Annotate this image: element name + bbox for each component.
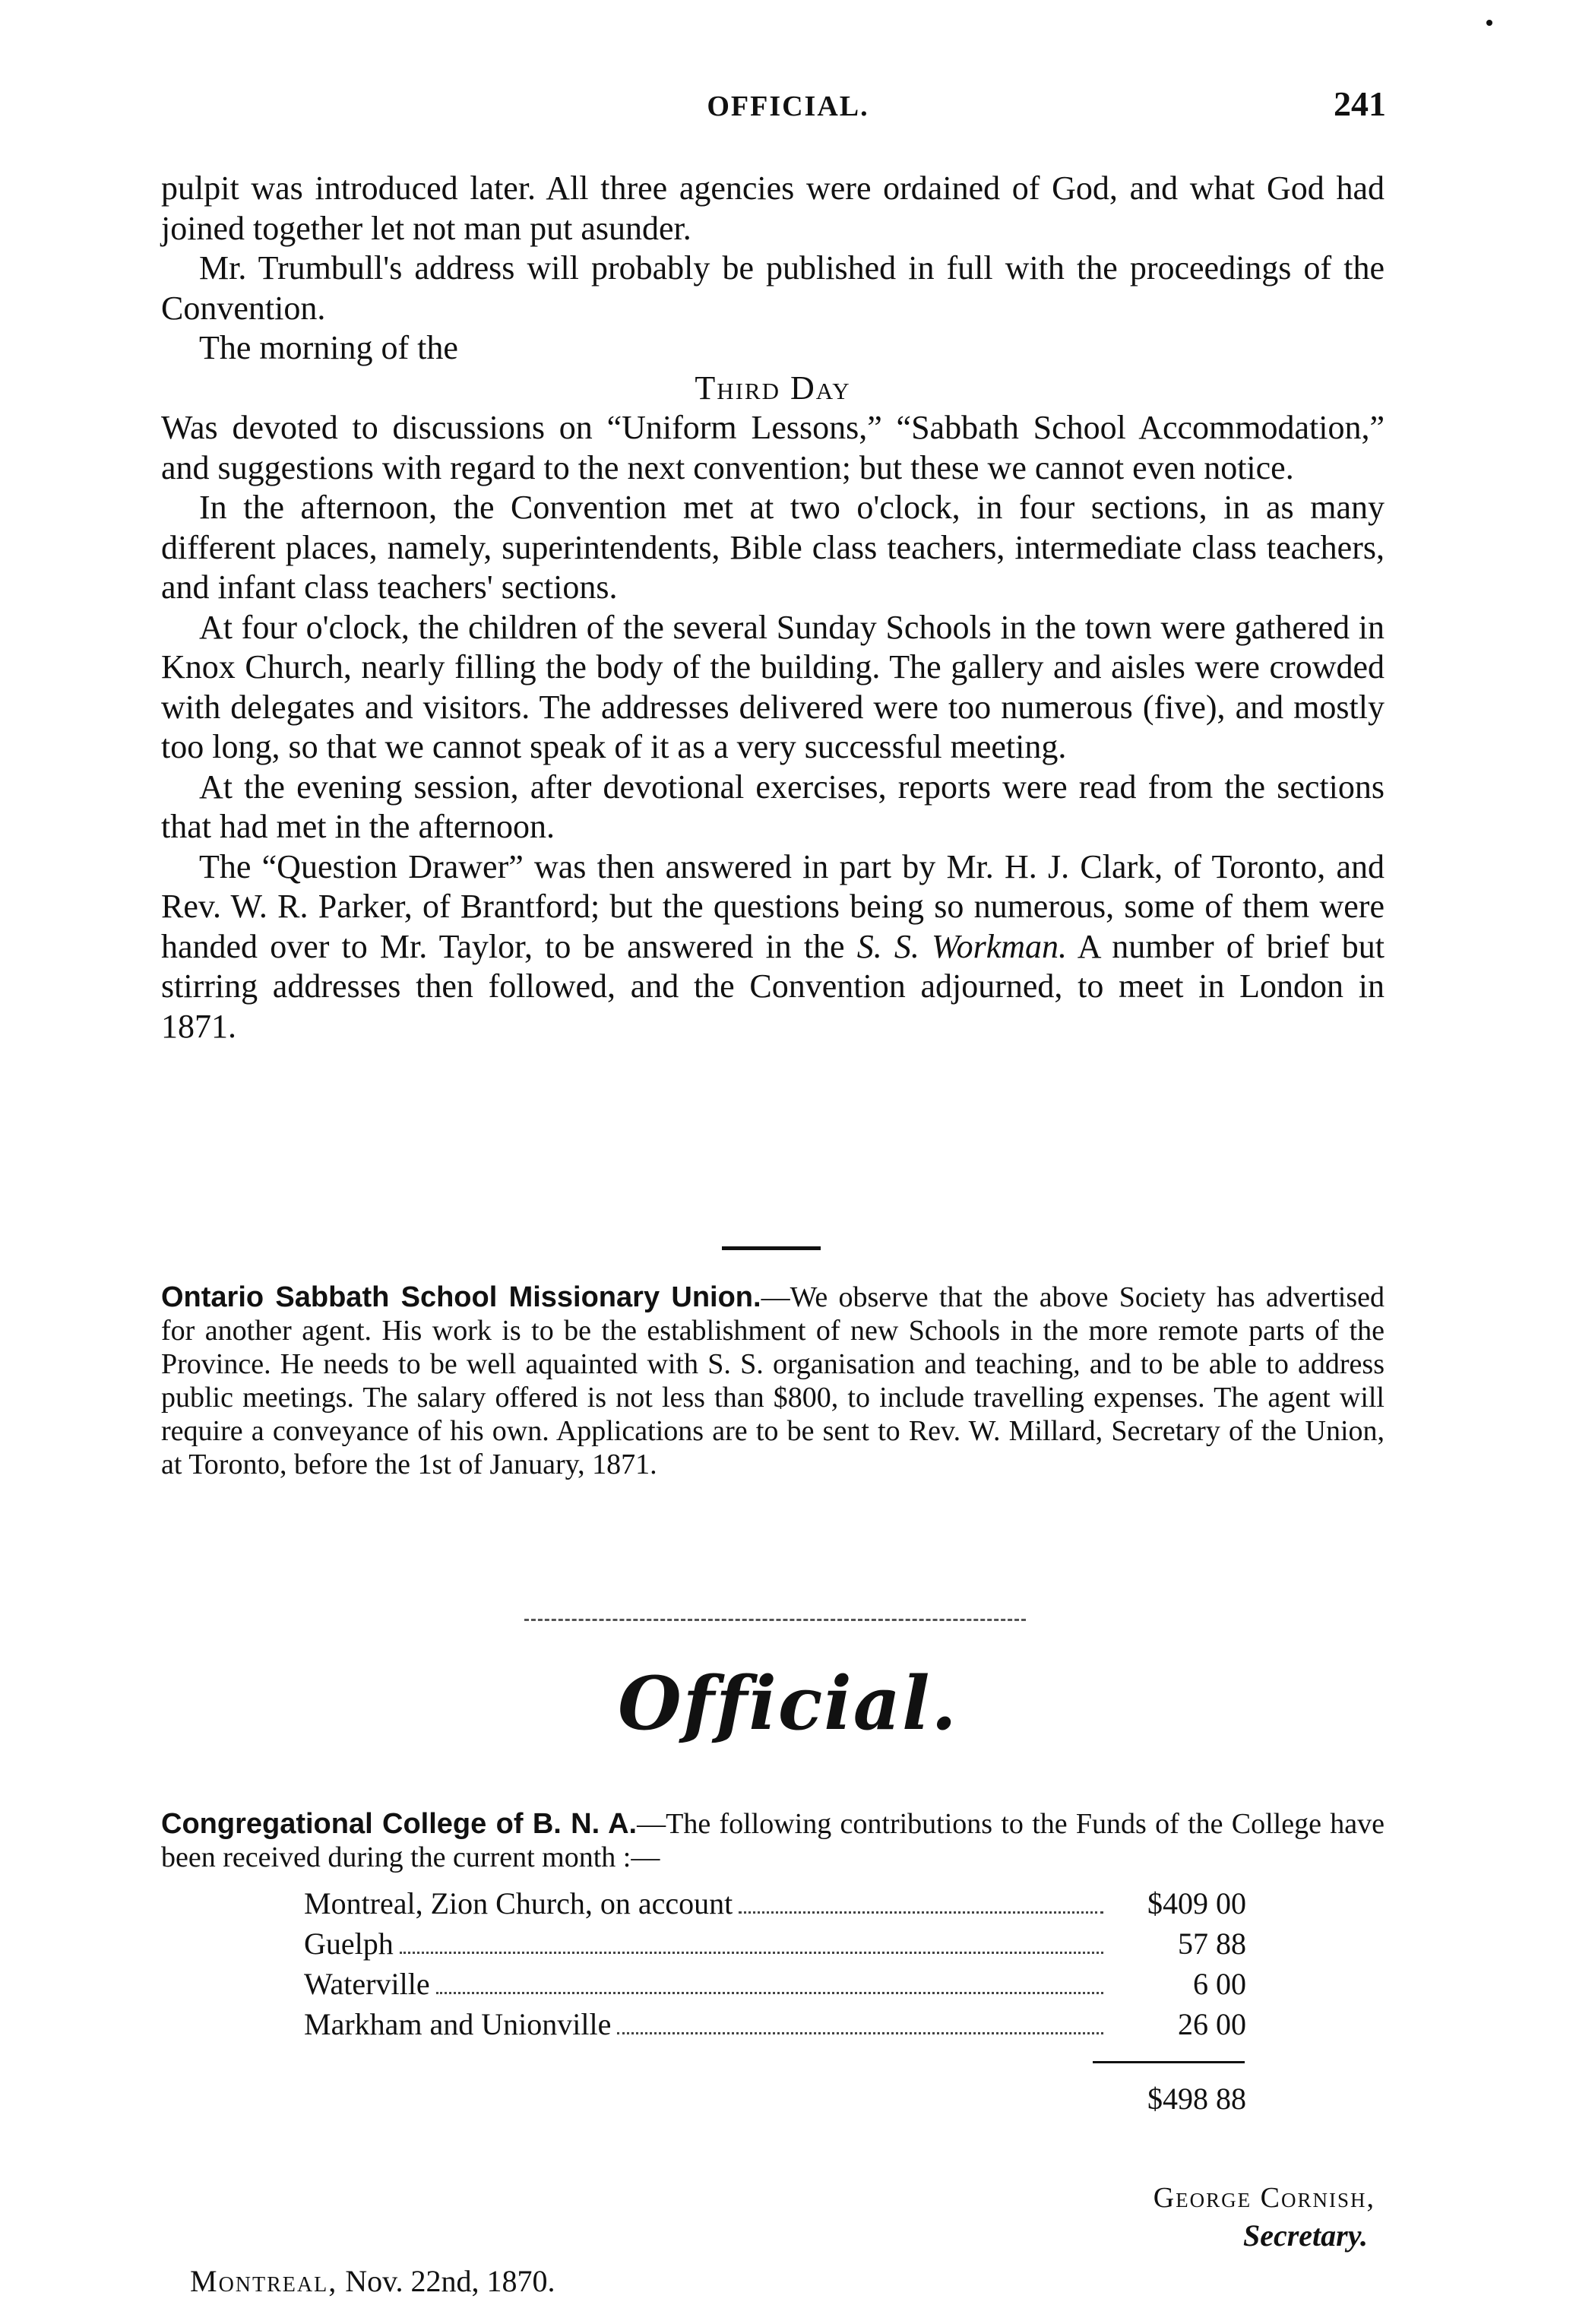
paragraph-7: At the evening session, after devotional exercises, reports were read from the sections that had met in the afternoon. — [161, 768, 1385, 845]
contribution-amount: 6 00 — [1193, 1967, 1246, 2001]
convention-report — [161, 169, 1385, 1046]
page-number: 241 — [1334, 84, 1386, 123]
paragraph-8 — [161, 847, 1385, 1047]
dot-leader — [617, 2032, 1103, 2034]
missionary-notice — [161, 1281, 1385, 1481]
dot-leader — [400, 1952, 1103, 1954]
paragraph-6: At four o'clock, the children of the several Sunday Schools in the town were gathered in Knox Church, nearly filling the body of the building. The gallery and aisles were crowded with delegates and visitors. The addresses delivered were too numerous (five), and mostly too long, so that we cannot speak of it as a very successful meeting. — [161, 608, 1385, 765]
missionary-text: —We observe that the above Society has advertised for another agent. His work is to be the establishment of new Schools in the more remote parts of the Province. He needs to be well aquainted with S. S. organisation and teaching, and to be able to address public meetings. The salary offered is not less than $800, to include travelling expenses. The agent will require a conveyance of his own. Applications are to be sent to Rev. W. Millard, Secretary of the Union, at Toronto, before the 1st of January, 1871. — [161, 1281, 1385, 1480]
dot-leader — [436, 1992, 1103, 1994]
contribution-name: Markham and Unionville — [304, 2007, 612, 2041]
college-text: —The following contributions to the Funds of the College have been received during the current month :— — [161, 1808, 1385, 1873]
paragraph-2: Mr. Trumbull's address will probably be published in full with the proceedings of the Convention. — [161, 249, 1385, 327]
missionary-heading: Ontario Sabbath School Missionary Union. — [161, 1281, 761, 1313]
contribution-row — [304, 1923, 1246, 1964]
contribution-name: Guelph — [304, 1927, 394, 1961]
paragraph-1: pulpit was introduced later. All three agencies were ordained of God, and what God had joined together let not man put asunder. — [161, 169, 1385, 247]
contribution-name: Waterville — [304, 1967, 430, 2001]
contribution-amount: 26 00 — [1178, 2007, 1246, 2041]
contribution-amount: $409 00 — [1147, 1886, 1246, 1920]
total-rule — [1093, 2061, 1245, 2063]
dateline — [190, 2263, 555, 2299]
dotted-divider — [524, 1619, 1026, 1621]
dateline-date: Nov. 22nd, 1870. — [345, 2264, 555, 2298]
ink-speck — [1486, 20, 1492, 26]
contributions-total: $498 88 — [1147, 2082, 1246, 2116]
third-day-heading: Third Day — [695, 369, 851, 407]
dateline-place: Montreal, — [190, 2264, 338, 2298]
contribution-row — [304, 2004, 1246, 2044]
paragraph-5: In the afternoon, the Convention met at two o'clock, in four sections, in as many different places, namely, superintendents, Bible class teachers, intermediate class teachers, and infant class teachers' sections. — [161, 489, 1385, 606]
paragraph-3: The morning of the — [199, 329, 458, 366]
section-divider — [722, 1246, 821, 1250]
contribution-name: Montreal, Zion Church, on account — [304, 1886, 733, 1920]
workman-title: S. S. Workman. — [856, 927, 1068, 965]
official-section-title: Official. — [618, 1661, 958, 1746]
college-notice — [161, 1807, 1385, 1874]
contribution-row — [304, 1964, 1246, 2004]
dot-leader — [739, 1911, 1103, 1914]
running-head: OFFICIAL. — [707, 90, 869, 122]
college-heading: Congregational College of B. N. A. — [161, 1808, 638, 1840]
paragraph-4: Was devoted to discussions on “Uniform Lessons,” “Sabbath School Accommodation,” and suggestions with regard to the next convention; but these we cannot even notice. — [161, 409, 1385, 486]
paragraph-8-end: A number of brief but stirring addresses then followed, and the Convention adjourned, to meet in London in 1871. — [161, 927, 1385, 1045]
paragraph-8-start: The “Question Drawer” was then answered in part by Mr. H. J. Clark, of Toronto, and Rev. W. R. Parker, of Brantford; but the questions being so numerous, some of them were handed over to Mr. Taylor, to be answered in the — [161, 847, 1385, 965]
contribution-row — [304, 1883, 1246, 1923]
contributions-list — [304, 1883, 1246, 2044]
signer-name: George Cornish, — [1153, 2182, 1375, 2214]
signer-title: Secretary. — [1242, 2218, 1368, 2253]
contribution-amount: 57 88 — [1178, 1927, 1246, 1961]
